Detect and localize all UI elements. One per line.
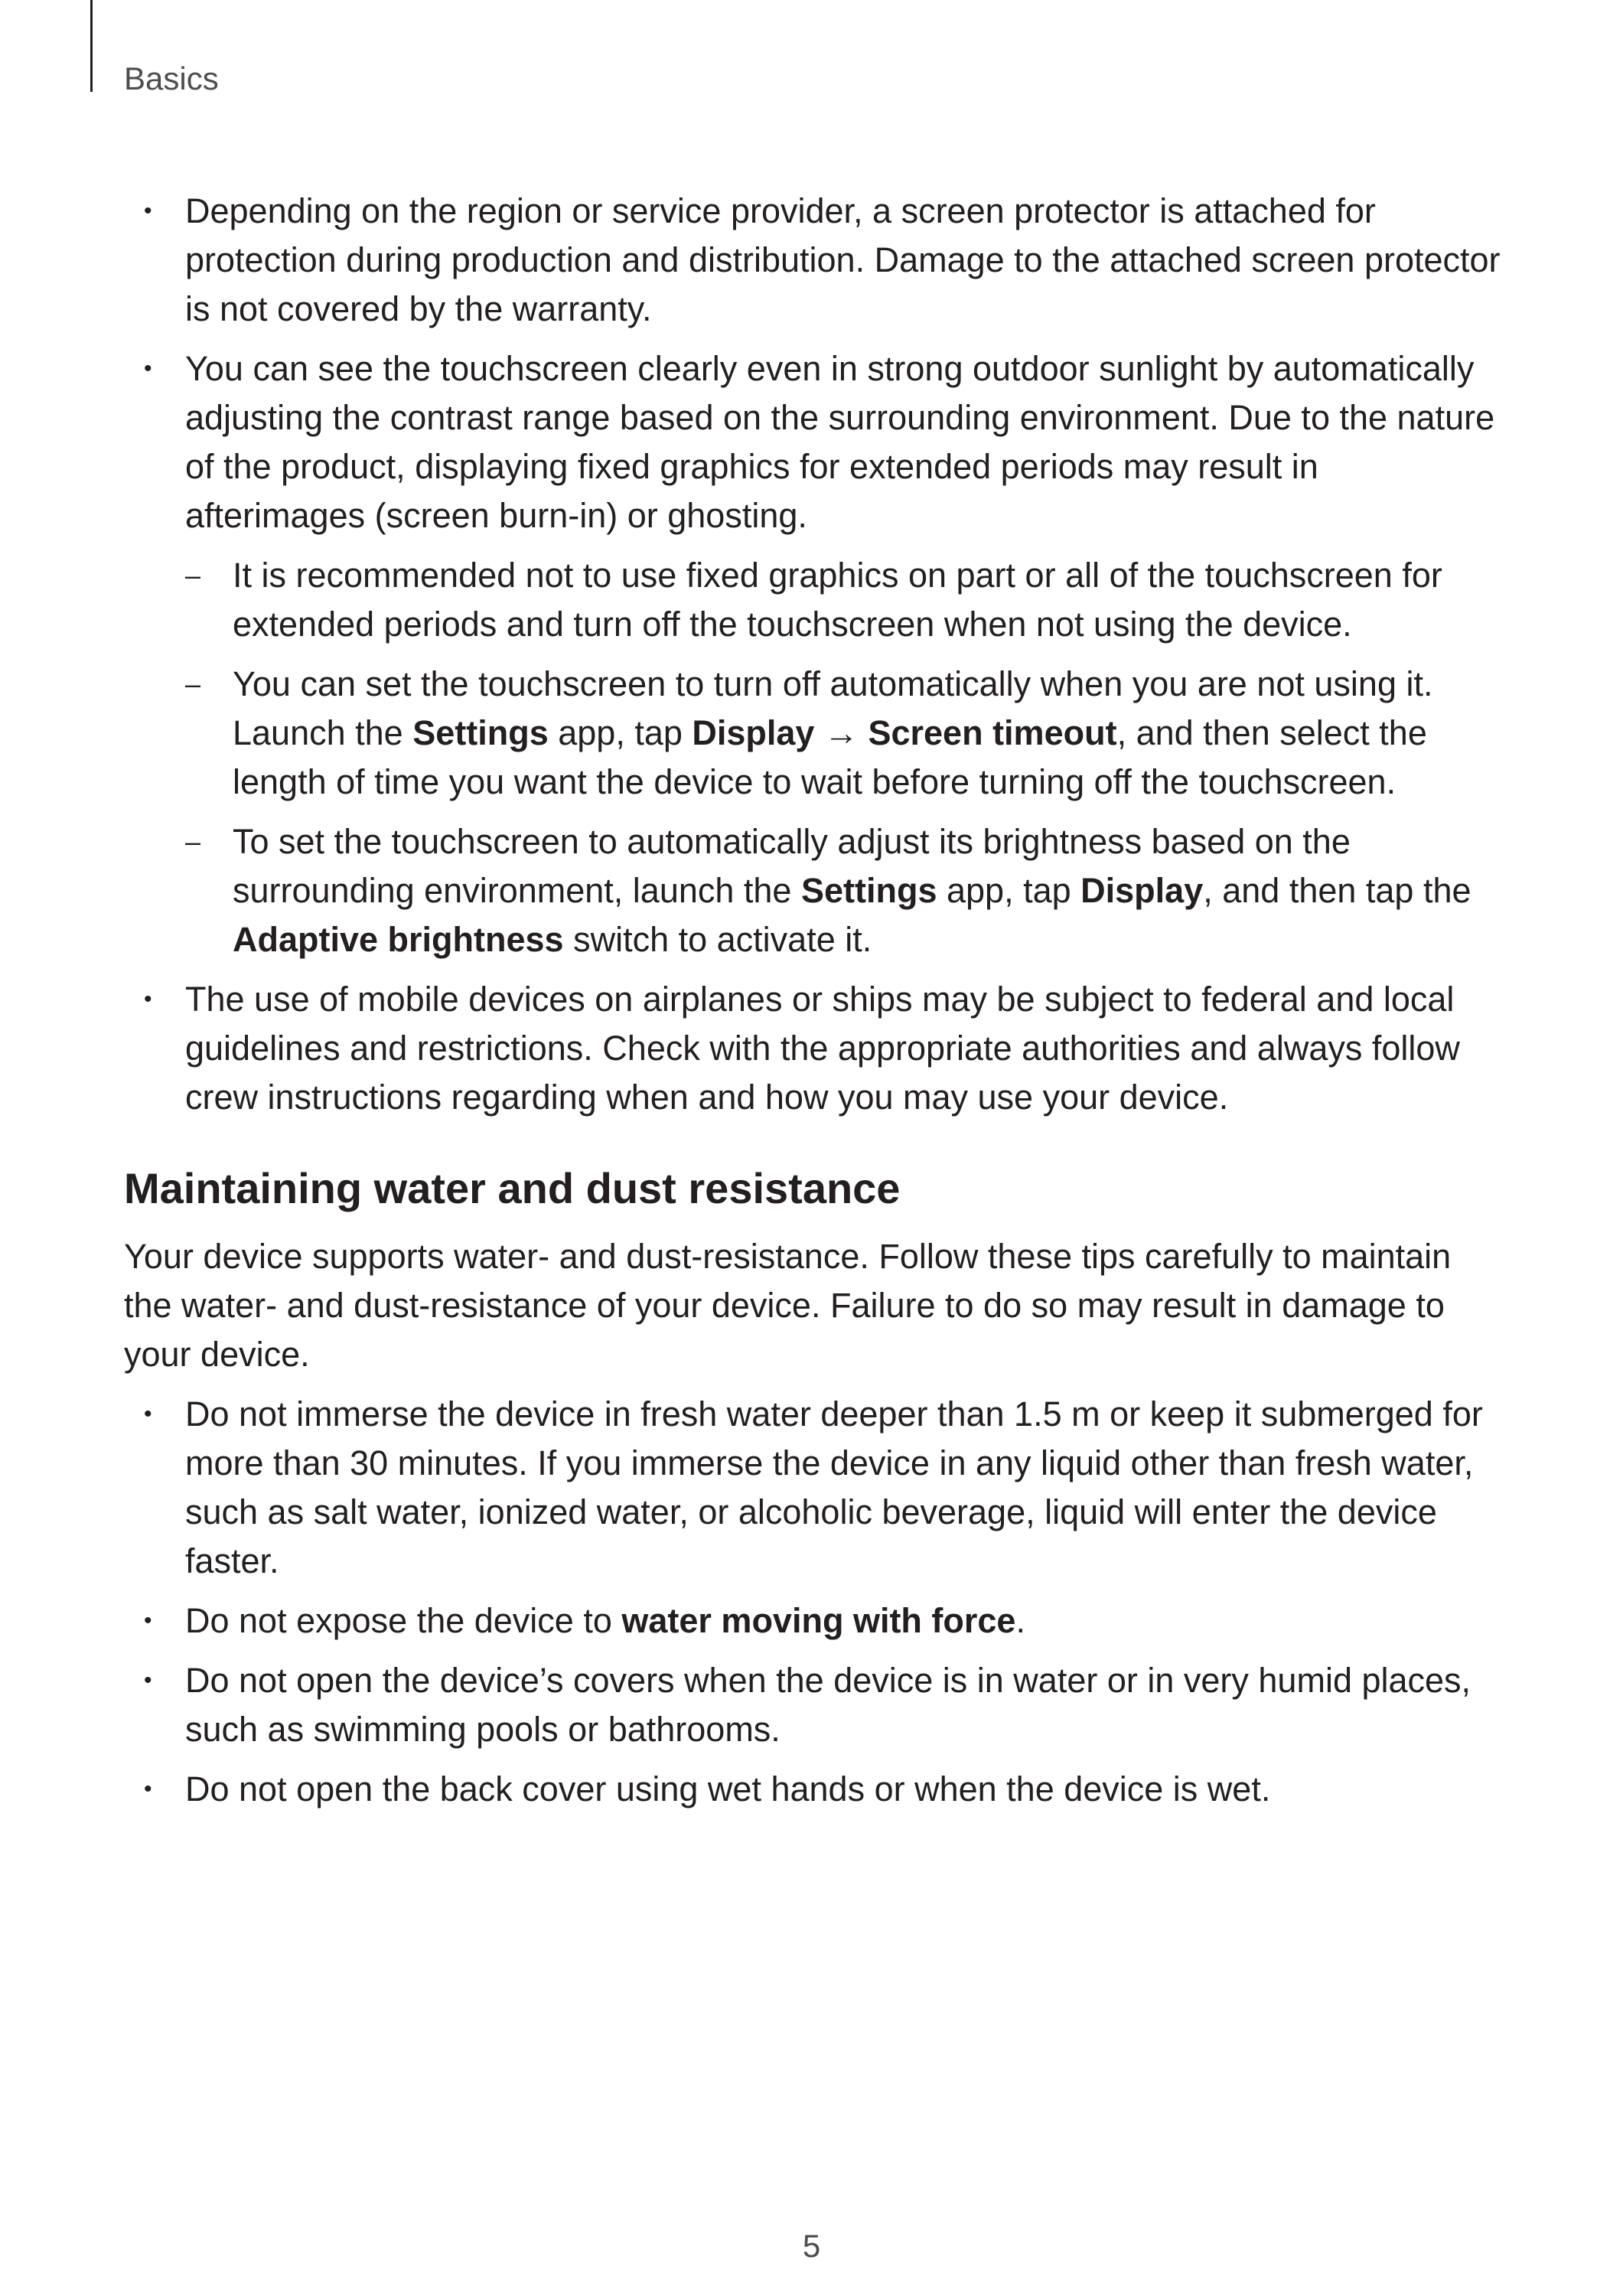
dash-icon: –: [185, 668, 201, 700]
sub-list-item-text-post: switch to activate it.: [563, 920, 872, 959]
list-item: [124, 1656, 1501, 1754]
header-rule: [90, 0, 93, 92]
sub-list-item-text-mid: app, tap: [548, 713, 693, 752]
sub-list-item-text-pre: You can set the touchscreen to turn off automatically when you are not using it. Launch the: [233, 664, 1433, 752]
settings-app-ref: Settings: [412, 713, 549, 752]
sub-list-item-text-pre: To set the touchscreen to automatically adjust its brightness based on the surrounding environment, launch the: [233, 822, 1351, 910]
bullet-icon: •: [144, 198, 152, 223]
bullet-icon: •: [144, 1608, 152, 1633]
list-item-text-pre: Do not expose the device to: [185, 1601, 622, 1640]
top-bullet-list: [124, 187, 1501, 1122]
bullet-icon: •: [144, 1668, 152, 1693]
bullet-icon: •: [144, 987, 152, 1012]
adaptive-brightness-ref: Adaptive brightness: [233, 920, 564, 959]
page-number: 5: [802, 2228, 821, 2264]
dash-icon: –: [185, 559, 201, 591]
list-item: [124, 1765, 1501, 1814]
settings-app-ref: Settings: [800, 871, 937, 910]
water-bullet-list: [124, 1390, 1501, 1814]
list-item-text: Depending on the region or service provider, a screen protector is attached for protection during production and distribution. Damage to the attached screen protector is not covered by the warranty.: [185, 191, 1501, 328]
list-item-text: Do not open the device’s covers when the device is in water or in very humid places, such as swimming pools or bathrooms.: [185, 1661, 1471, 1749]
list-item-text: You can see the touchscreen clearly even in strong outdoor sunlight by automatically adjusting the contrast range based on the surrounding environment. Due to the nature of the product, displaying fixed graphics for extended periods may result in afterimages (screen burn-in) or ghosting.: [185, 349, 1495, 535]
list-item: [124, 1596, 1501, 1645]
bullet-icon: •: [144, 1401, 152, 1427]
display-menu-ref: Display: [1080, 871, 1204, 910]
sub-list-item-text: It is recommended not to use fixed graphics on part or all of the touchscreen for extended periods and turn off the touchscreen when not using the device.: [233, 556, 1442, 644]
sub-list-item: [185, 660, 1501, 807]
list-item-text: Do not immerse the device in fresh water deeper than 1.5 m or keep it submerged for more than 30 minutes. If you immerse the device in any liquid other than fresh water, such as salt water, ionized water, or alcoholic beverage, liquid will enter the device faster.: [185, 1394, 1483, 1580]
dash-icon: –: [185, 826, 201, 857]
list-item-text: Do not open the back cover using wet hands or when the device is wet.: [185, 1769, 1271, 1808]
list-item: [124, 975, 1501, 1122]
list-item-text: The use of mobile devices on airplanes or ships may be subject to federal and local guidelines and restrictions. Check with the appropriate authorities and always follow crew instructions regarding when and how you may use your device.: [185, 980, 1460, 1117]
water-moving-with-force-emphasis: water moving with force: [621, 1601, 1016, 1640]
running-head: Basics: [124, 60, 219, 96]
sub-list-item-text-post: , and then select the length of time you want the device to wait before turning off the touchscreen.: [233, 713, 1427, 801]
sub-list-item-text-mid: app, tap: [937, 871, 1081, 910]
sub-list-item: [185, 817, 1501, 964]
list-item: [124, 344, 1501, 964]
page-content: [124, 187, 1501, 1825]
list-item: [124, 1390, 1501, 1586]
screen-timeout-path: Display → Screen timeout: [692, 713, 1117, 752]
list-item-text-post: .: [1015, 1601, 1025, 1640]
sub-list-item-text-mid: , and then tap the: [1203, 871, 1471, 910]
list-item: [124, 187, 1501, 334]
bullet-icon: •: [144, 356, 152, 381]
sub-list-item: [185, 551, 1501, 649]
bullet-icon: •: [144, 1776, 152, 1802]
sub-list: [185, 551, 1501, 964]
section-heading: Maintaining water and dust resistance: [124, 1164, 901, 1212]
section-intro: Your device supports water- and dust-resistance. Follow these tips carefully to maintain the water- and dust-resistance of your device. Failure to do so may result in damage to your device.: [124, 1237, 1452, 1374]
